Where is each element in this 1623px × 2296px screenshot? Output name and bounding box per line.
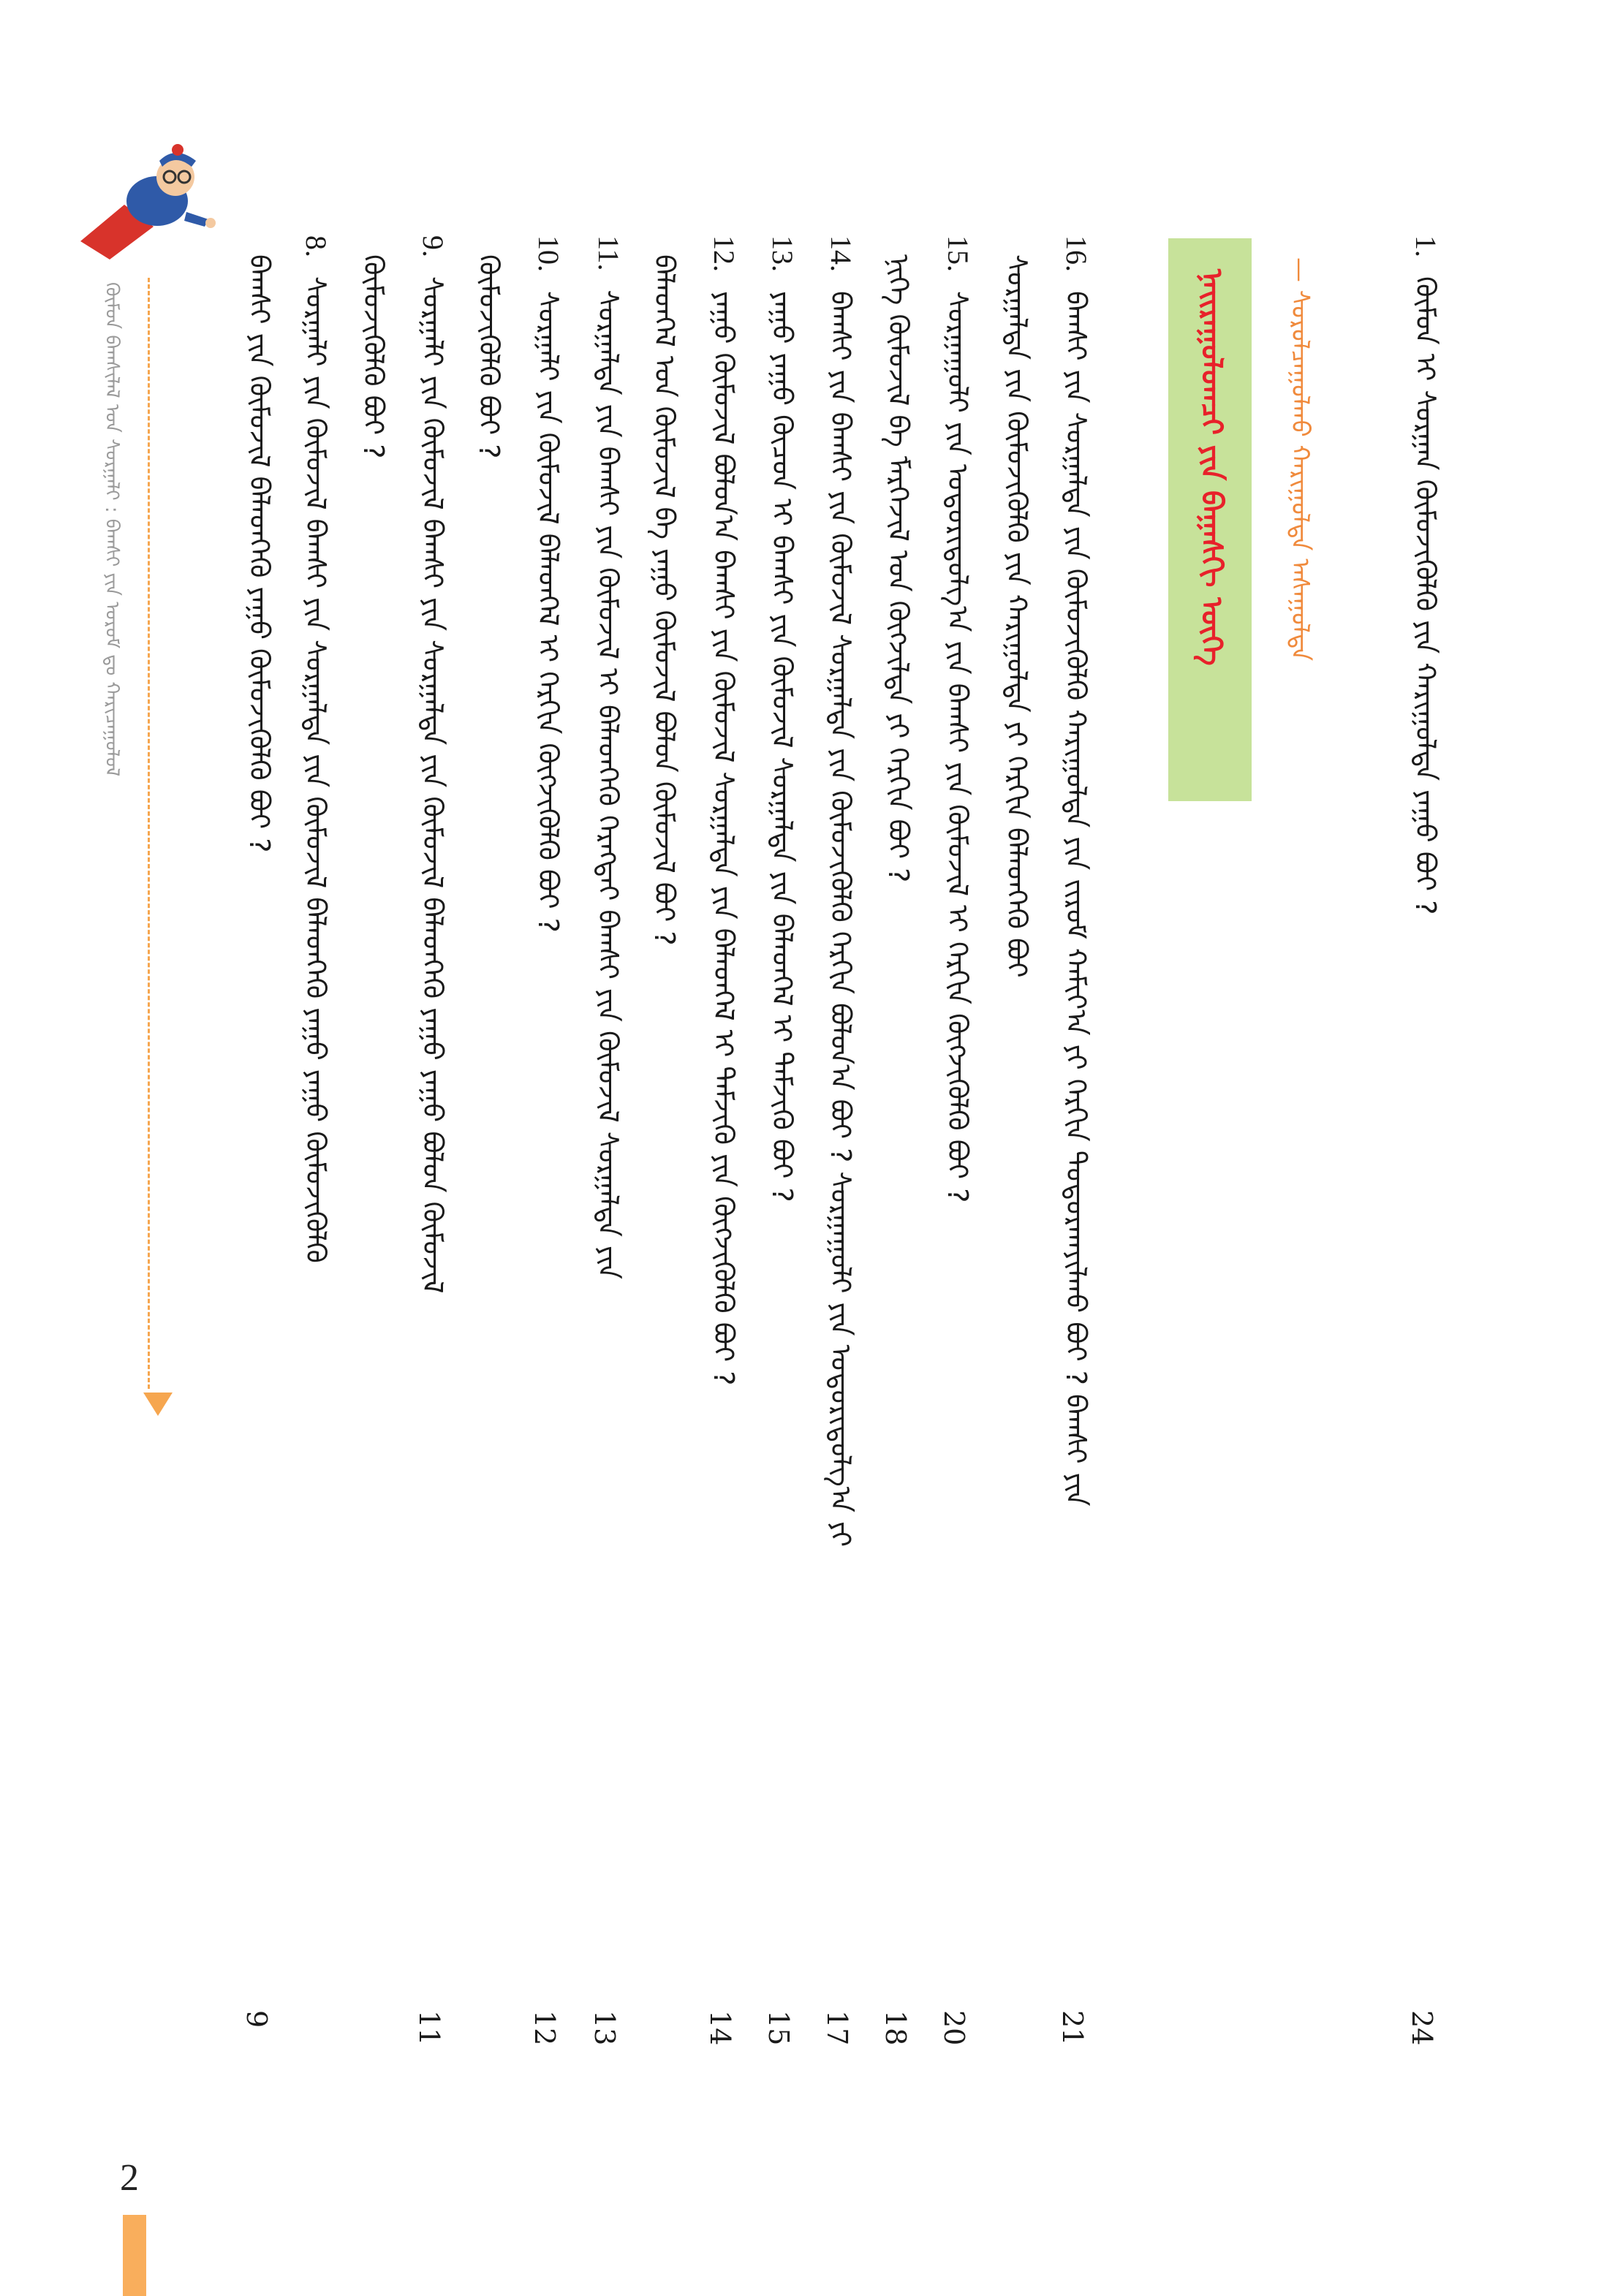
toc-entry-title: ᠶᠠᠭᠤ ᠬᠦᠮᠦᠵᠢᠯ ᠪᠣᠯᠤᠨ᠎ᠠ ᠪᠠᠭᠰᠢ ᠶᠢᠨ ᠬᠦᠮᠦᠵᠢᠯ ᠰᠤᠷᠭᠠᠯᠲᠠ ᠶᠢᠨ ᠪᠡᠯᠡᠳᠬᠡᠯ ᠢ ᠳᠡᠮᠵᠢᠬᠦ ᠶᠢᠨ ᠬᠥᠭᠵᠢᠭᠦᠯᠬᠦ ᠪᠤᠢ ? — [708, 291, 740, 1386]
toc-entry[interactable] — [475, 235, 503, 2063]
toc-entry-title: ᠰᠤᠷᠭᠠᠯᠢ ᠶᠢᠨ ᠬᠦᠮᠦᠵᠢᠯ ᠪᠠᠭᠰᠢ ᠶᠢᠨ ᠰᠤᠷᠭᠠᠯᠲᠠ ᠶᠢᠨ ᠬᠦᠮᠦᠵᠢᠯ ᠪᠡᠯᠡᠳᠬᠡᠬᠦ ᠶᠠᠭᠤ ᠶᠠᠭᠤ ᠬᠦᠮᠦᠵᠢᠭᠦᠯᠬᠦ — [300, 276, 332, 1263]
toc-entry-page: 18 — [879, 2010, 912, 2046]
toc-entry-title: ᠬᠦᠮᠦᠵᠢᠭᠦᠯᠬᠦ ᠪᠤᠢ ? — [357, 254, 390, 459]
toc-entry-title: ᠪᠠᠭᠰᠢ ᠶᠢᠨ ᠰᠤᠷᠭᠠᠯᠲᠠ ᠶᠢᠨ ᠬᠦᠮᠦᠵᠢᠭᠦᠯᠬᠦ ᠬᠠᠷᠢᠭᠤᠯᠲᠠ ᠶᠢᠨ ᠵᠢᠷᠤᠮ ᠬᠠᠮᠢᠶ᠎ᠠ ᠶᠢ ᠬᠡᠷᠬᠢᠨ ᠲᠣᠳᠣᠷᠬᠠᠶᠢᠯᠬᠤ ᠪᠤᠢ ? ᠪᠠᠭᠰᠢ ᠶᠢᠨ — [1060, 291, 1092, 1507]
toc-entry-title: ᠬᠦᠮᠦᠨ ᠢ ᠰᠤᠷᠭᠠᠨ ᠬᠦᠮᠦᠵᠢᠭᠦᠯᠬᠦ ᠶᠢᠨ ᠬᠠᠷᠢᠭᠤᠯᠲᠠ ᠶᠠᠭᠤ ᠪᠤᠢ ? — [1410, 276, 1442, 915]
toc-entry[interactable] — [300, 235, 333, 2063]
toc-entry-number: 13. — [766, 235, 799, 272]
toc-entry[interactable] — [942, 235, 975, 2063]
toc-entry-title: ᠪᠠᠭᠰᠢ ᠶᠢᠨ ᠪᠠᠭᠰᠢ ᠶᠢᠨ ᠬᠦᠮᠦᠵᠢᠯ ᠰᠤᠷᠭᠠᠯᠲᠠ ᠶᠢᠨ ᠬᠦᠮᠦᠵᠢᠭᠦᠯᠬᠦ ᠬᠡᠷᠬᠢᠨ ᠪᠣᠯᠤᠨ᠎ᠠ ᠪᠤᠢ ? ᠰᠤᠷᠭᠠᠭᠤᠯᠢ ᠶᠢᠨ ᠤᠳᠤᠷᠢᠳᠤᠯᠭ᠎ᠠ ᠶᠢ — [825, 291, 857, 1547]
toc-entry-number: 14. — [825, 235, 858, 272]
footer-arrow — [143, 1393, 173, 1416]
toc-entry-page: 11 — [413, 2010, 445, 2046]
toc-entry[interactable] — [708, 235, 741, 2063]
banner-title: ᠨᠠᠢᠷᠠᠭᠤᠯᠤᠭᠴᠢ ᠶᠢᠨ ᠪᠠᠭᠠᠰᠬᠢ ᠦᠭᠡ — [1195, 269, 1228, 666]
toc-entry[interactable] — [1411, 235, 1440, 2063]
toc-entry-page: 13 — [589, 2010, 621, 2046]
toc-entry-number: 15. — [942, 235, 975, 272]
toc-entry-page: 15 — [763, 2010, 795, 2046]
toc-entry[interactable] — [594, 235, 623, 2063]
toc-entry-page: 24 — [1406, 2010, 1438, 2046]
toc-entry[interactable] — [1062, 235, 1091, 2063]
toc-entry-title: ᠨᠢᠭᠡ ᠬᠦᠮᠦᠵᠢᠯ ᠪᠠ ᠮᠡᠷᠭᠡᠵᠢᠯ ᠤᠨ ᠬᠥᠭᠵᠢᠯᠲᠡ ᠶᠢ ᠬᠡᠷᠬᠢᠨ ᠪᠤᠢ ? — [882, 254, 915, 883]
toc-entry[interactable] — [534, 235, 563, 2063]
toc-entry-title: ᠪᠠᠭᠰᠢ ᠶᠢᠨ ᠬᠦᠮᠦᠵᠢᠯ ᠪᠡᠯᠡᠳᠬᠡᠬᠦ ᠶᠠᠭᠤ ᠬᠦᠮᠦᠵᠢᠭᠦᠯᠬᠦ ᠪᠤᠢ ? — [243, 254, 276, 853]
toc-entry[interactable] — [825, 235, 858, 2063]
toc-entry-title: ᠰᠤᠷᠭᠠᠯᠢ ᠶᠢᠨ ᠬᠦᠮᠦᠵᠢᠯ ᠪᠠᠭᠰᠢ ᠶᠢᠨ ᠰᠤᠷᠭᠠᠯᠲᠠ ᠶᠢᠨ ᠬᠦᠮᠦᠵᠢᠯ ᠪᠡᠯᠡᠳᠬᠡᠬᠦ ᠶᠠᠭᠤ ᠶᠠᠭᠤ ᠪᠣᠯᠤᠨ ᠬᠦᠮᠦᠵᠢᠯ — [417, 276, 449, 1294]
toc-entry-page: 14 — [704, 2010, 736, 2046]
page-number: 2 — [120, 2157, 139, 2199]
toc-entry[interactable] — [417, 235, 450, 2063]
toc-entry-title: ᠰᠤᠷᠭᠠᠯᠲᠠ ᠶᠢᠨ ᠬᠦᠮᠦᠵᠢᠭᠦᠯᠬᠦ ᠶᠢᠨ ᠬᠠᠷᠢᠭᠤᠯᠲᠠ ᠶᠢ ᠬᠡᠷᠬᠢᠨ ᠪᠡᠯᠡᠳᠬᠡᠬᠦ ᠪᠤᠢ — [1001, 254, 1033, 978]
toc-entry-page: 21 — [1056, 2010, 1089, 2046]
toc-entry-title: ᠰᠤᠷᠭᠠᠯᠲᠠ ᠶᠢᠨ ᠪᠠᠭᠰᠢ ᠶᠢᠨ ᠬᠦᠮᠦᠵᠢᠯ ᠢ ᠪᠡᠯᠡᠳᠬᠡᠬᠦ ᠬᠡᠷᠡᠭᠲᠡᠢ ᠪᠠᠭᠰᠢ ᠶᠢᠨ ᠬᠦᠮᠦᠵᠢᠯ ᠰᠤᠷᠭᠠᠯᠲᠠ ᠶᠢᠨ — [592, 289, 624, 1279]
toc-entry[interactable] — [243, 235, 276, 2063]
toc-entry-number: 16. — [1060, 235, 1093, 272]
toc-entry[interactable] — [357, 235, 390, 2063]
toc-entry-title: ᠰᠤᠷᠭᠠᠯᠢ ᠶᠢᠨ ᠬᠦᠮᠦᠵᠢᠯ ᠪᠡᠯᠡᠳᠬᠡᠯ ᠢ ᠬᠡᠷᠬᠢᠨ ᠬᠥᠭᠵᠢᠭᠦᠯᠬᠦ ᠪᠤᠢ ? — [532, 291, 564, 933]
toc-entry-page: 12 — [529, 2010, 561, 2046]
toc-entry[interactable] — [1003, 235, 1031, 2063]
toc-entry-title: ᠬᠦᠮᠦᠵᠢᠭᠦᠯᠬᠦ ᠪᠤᠢ ? — [473, 254, 505, 459]
toc-entry[interactable] — [882, 235, 915, 2063]
toc-entry-number: 1. — [1410, 235, 1442, 257]
toc-entry-number: 10. — [532, 235, 565, 272]
toc-entry-page: 17 — [821, 2010, 853, 2046]
toc-entry-number: 11. — [592, 235, 625, 271]
section-subtitle: — ᠰᠤᠷᠤᠯᠴᠠᠭᠤᠯᠬᠤ ᠬᠠᠷᠢᠭᠤᠯᠲᠠ ᠠᠰᠠᠭᠤᠯᠲᠠ — [1285, 257, 1314, 662]
toc-entry[interactable] — [768, 235, 797, 2063]
toc-entry-page: 9 — [241, 2010, 273, 2028]
footer-text: ᠬᠦᠮᠦᠨ ᠪᠠᠭᠰᠢᠯᠠᠯ ᠤᠨ ᠰᠤᠷᠭᠠᠯᠢ : ᠪᠠᠭᠰᠢ ᠶᠢᠨ ᠤᠷᠤᠮ ᠳᠤ ᠬᠠᠷᠢᠴᠠᠭᠤᠯᠤᠯ — [101, 282, 123, 777]
footer-divider — [148, 278, 150, 1389]
mascot-illustration — [66, 132, 219, 270]
toc-entry-number: 12. — [708, 235, 741, 272]
toc-entry[interactable] — [648, 235, 681, 2063]
toc-entry-title: ᠪᠡᠯᠡᠳᠬᠡᠯ ᠤᠨ ᠬᠦᠮᠦᠵᠢᠯ ᠪᠠ ᠶᠠᠭᠤ ᠬᠦᠮᠦᠵᠢᠯ ᠪᠣᠯᠤᠨ ᠬᠦᠮᠦᠵᠢᠯ ᠪᠤᠢ ? — [648, 254, 681, 946]
page-tab — [123, 2215, 146, 2296]
toc-entry-number: 9. — [417, 235, 450, 257]
toc-entry-number: 8. — [300, 235, 333, 257]
toc-entry-page: 20 — [938, 2010, 970, 2046]
toc-entry-title: ᠶᠠᠭᠤ ᠶᠠᠭᠤ ᠬᠦᠴᠦᠨ ᠢ ᠪᠠᠭᠰᠢ ᠶᠢᠨ ᠬᠦᠮᠦᠵᠢᠯ ᠰᠤᠷᠭᠠᠯᠲᠠ ᠶᠢᠨ ᠪᠡᠯᠡᠳᠬᠡᠯ ᠢ ᠳᠡᠮᠵᠢᠬᠦ ᠪᠤᠢ ? — [766, 291, 798, 1202]
toc-entry-title: ᠰᠤᠷᠭᠠᠭᠤᠯᠢ ᠶᠢᠨ ᠤᠳᠤᠷᠢᠳᠤᠯᠭ᠎ᠠ ᠶᠢᠨ ᠪᠠᠭᠰᠢ ᠶᠢᠨ ᠬᠦᠮᠦᠵᠢᠯ ᠢ ᠬᠡᠷᠬᠢᠨ ᠬᠥᠭᠵᠢᠭᠦᠯᠬᠦ ᠪᠤᠢ ? — [942, 291, 974, 1203]
